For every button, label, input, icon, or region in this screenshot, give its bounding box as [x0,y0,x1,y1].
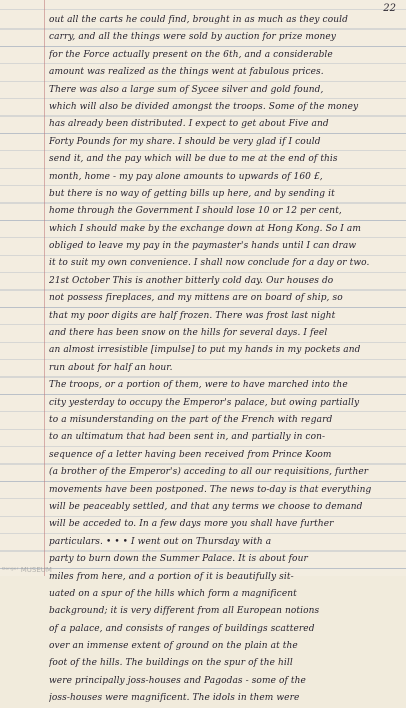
text-line: city yesterday to occupy the Emperor's palace, but owing partially [49,397,360,408]
text-line: uated on a spur of the hills which form a magnificent [49,588,297,599]
text-line: background; it is very different from all European notions [49,606,320,617]
text-line: to an ultimatum that had been sent in, and partially in con- [49,432,326,443]
text-line: joss-houses were magnificent. The idols in them were [49,693,300,704]
watermark-logo: ᴰᵃⁿᵍᵉʳ MUSEUM [2,566,52,574]
text-line: obliged to leave my pay in the paymaster's hands until I can draw [49,241,357,252]
text-line: Forty Pounds for my share. I should be very glad if I could [49,136,321,147]
text-line: party to burn down the Summer Palace. It is about four [49,554,308,565]
text-line: send it, and the pay which will be due to me at the end of this [49,154,338,165]
text-line: out all the carts he could find, brought in as much as they could [49,15,348,25]
text-line: which will also be divided amongst the troops. Some of the money [49,101,359,112]
text-line: (a brother of the Emperor's) acceding to all our requisitions, further [49,467,369,478]
text-line: an almost irresistible [impulse] to put my hands in my pockets and [49,345,361,356]
text-line: movements have been postponed. The news to-day is that everything [49,484,372,495]
handwritten-text [49,12,399,708]
text-line: month, home - my pay alone amounts to upwards of 160 £, [49,171,323,182]
text-line: home through the Government I should lose 10 or 12 per cent, [49,206,342,217]
text-line: amount was realized as the things went at fabulous prices. [49,67,324,78]
text-line: not possess fireplaces, and my mittens are on board of ship, so [49,293,343,304]
text-line: but there is no way of getting bills up here, and by sending it [49,188,335,199]
text-line: run about for half an hour. [49,362,173,373]
text-line: which I should make by the exchange down at Hong Kong. So I am [49,223,362,234]
text-line: that my poor digits are half frozen. There was frost last night [49,310,336,321]
text-line: carry, and all the things were sold by auction for prize money [49,32,336,43]
text-line: There was also a large sum of Sycee silver and gold found, [49,84,324,95]
text-line: were principally joss-houses and Pagodas - some of the [49,675,306,686]
text-line: foot of the hills. The buildings on the spur of the hill [49,658,293,669]
text-line: for the Force actually present on the 6th, and a considerable [49,49,333,60]
text-line: miles from here, and a portion of it is beautifully sit- [49,571,294,582]
text-line: it to suit my own convenience. I shall now conclude for a day or two. [49,258,370,269]
text-line: 21st October This is another bitterly cold day. Our houses do [49,275,334,286]
page-number: 22 [383,3,396,14]
text-line: of a palace, and consists of ranges of buildings scattered [49,623,315,634]
text-line: sequence of a letter having been received from Prince Koom [49,449,332,460]
margin-rule [44,0,45,576]
text-line: has already been distributed. I expect to get about Five and [49,119,329,130]
text-line: over an immense extent of ground on the plain at the [49,641,298,652]
text-line: and there has been snow on the hills for several days. I feel [49,328,328,339]
text-line: particulars. • • • I went out on Thursday with a [49,536,272,547]
text-line: to a misunderstanding on the part of the French with regard [49,414,333,425]
text-line: will be acceded to. In a few days more you shall have further [49,519,334,530]
text-line: The troops, or a portion of them, were to have marched into the [49,380,348,391]
text-line: will be peaceably settled, and that any terms we choose to demand [49,501,363,512]
